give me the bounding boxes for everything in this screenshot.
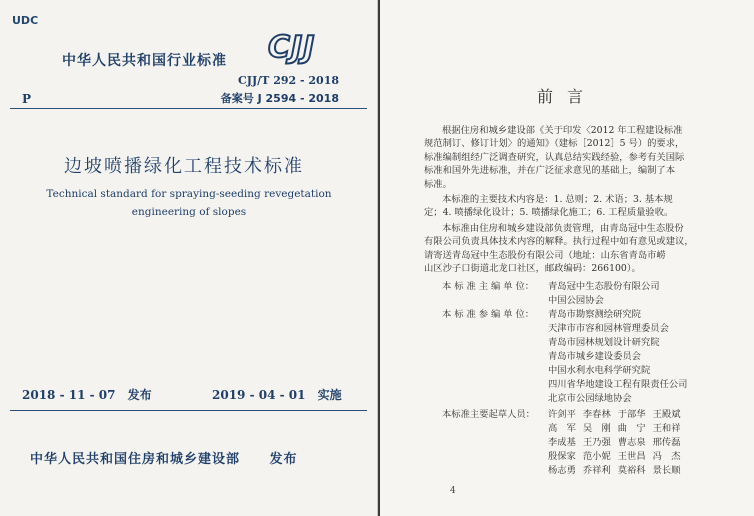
chief-editor-1: 青岛冠中生态股份有限公司 — [548, 281, 660, 292]
release-date: 2018 - 11 - 07 — [22, 388, 116, 402]
preface-paragraph-2: 本标准的主要技术内容是：1. 总则；2. 术语；3. 基本规 定；4. 喷播绿化设计；5. 喷播绿化施工；6. 工程质量验收。 — [424, 194, 674, 219]
participant-4: 青岛市城乡建设委员会 — [548, 351, 641, 362]
effective-date: 2019 - 04 - 01 — [212, 388, 306, 402]
cjj-logo: CJJ — [268, 30, 316, 65]
participant-2: 天津市市容和园林管理委员会 — [548, 323, 669, 334]
participant-6: 四川省华地建设工程有限责任公司 — [548, 379, 688, 390]
drafter-row-3: 李成基 王乃强 曹志泉 邢传磊 — [548, 437, 681, 448]
bottom-divider — [10, 410, 367, 411]
standard-code: CJJ/T 292 - 2018 — [238, 74, 339, 87]
title-english-line-2: engineering of slopes — [131, 206, 247, 218]
title-chinese: 边坡喷播绿化工程技术标准 — [64, 156, 304, 177]
effective-label: 实施 — [317, 388, 342, 402]
issuer-action: 发布 — [269, 452, 298, 467]
drafter-row-2: 高 军 吴 刚 曲 宁 王和祥 — [548, 423, 681, 434]
release-label: 发布 — [127, 388, 152, 402]
preface-paragraph-1: 根据住房和城乡建设部《关于印发〈2012 年工程建设标准 规范制订、修订计划〉的通知》（建标［2012］5 号）的要求， 标准编制组经广泛调查研究，认真总结实践经验，参考有关国际 标准和国外先进标准，并在广泛征求意见的基础上，编制了本 标准。 — [424, 125, 685, 190]
participant-3: 青岛市园林规划设计研究院 — [548, 337, 660, 348]
participant-5: 中国水利水电科学研究院 — [548, 365, 651, 376]
chief-editor-label: 本 标 准 主 编 单 位： — [442, 281, 535, 292]
drafter-row-4: 殷保家 范小妮 王世昌 冯 杰 — [548, 451, 681, 462]
title-english-line-1: Technical standard for spraying-seeding revegetation — [46, 188, 332, 200]
participant-label: 本 标 准 参 编 单 位： — [442, 309, 535, 320]
filing-number: 备案号 J 2594 - 2018 — [220, 92, 339, 105]
drafter-row-1: 许剑平 李春林 于部华 王殿斌 — [548, 409, 681, 420]
preface-page — [380, 0, 754, 516]
preface-paragraph-3: 本标准由住房和城乡建设部负责管理，由青岛冠中生态股份 有限公司负责具体技术内容的解释。执行过程中如有意见或建议， 请寄送青岛冠中生态股份有限公司（地址：山东省青岛市崂 山区沙子口街道北龙口社区，邮政编码：266100）。 — [424, 223, 694, 275]
drafter-label: 本标准主要起草人员： — [442, 409, 535, 420]
participant-7: 北京市公园绿地协会 — [548, 393, 632, 404]
industry-standard-heading: 中华人民共和国行业标准 — [62, 53, 227, 69]
drafter-row-5: 杨志勇 乔祥利 莫裕科 景长顺 — [548, 465, 681, 476]
participant-1: 青岛市勘察测绘研究院 — [548, 309, 641, 320]
page-number: 4 — [450, 486, 456, 496]
classification-letter: P — [22, 92, 32, 106]
preface-title: 前言 — [536, 87, 597, 106]
udc-label: UDC — [12, 14, 39, 27]
issuer-name: 中华人民共和国住房和城乡建设部 — [30, 452, 241, 467]
effective-date-group — [212, 386, 342, 403]
chief-editor-2: 中国公园协会 — [548, 295, 604, 306]
release-date-group — [22, 386, 152, 403]
top-divider — [10, 108, 367, 109]
issuer-group — [30, 448, 298, 467]
